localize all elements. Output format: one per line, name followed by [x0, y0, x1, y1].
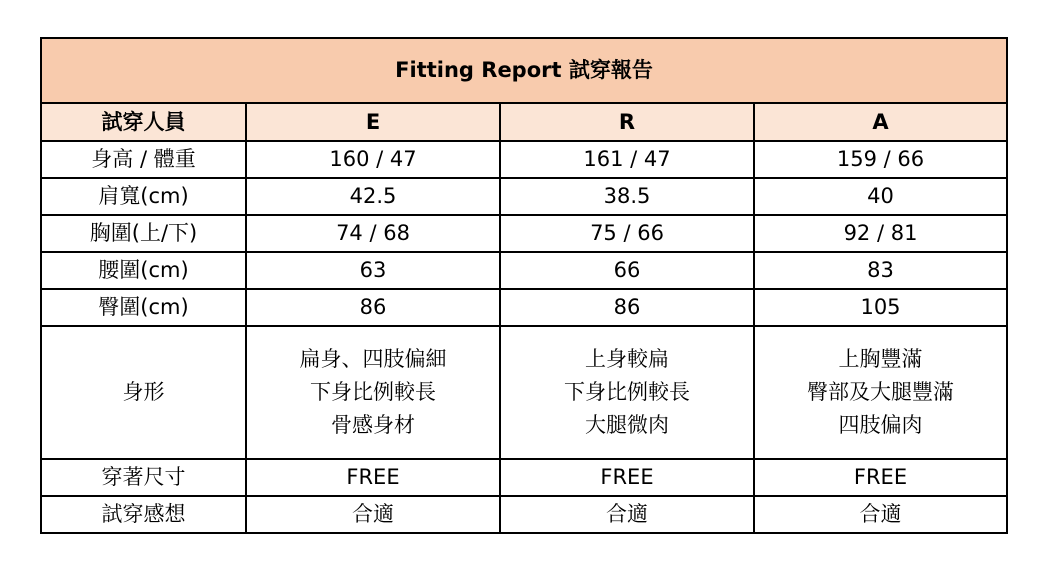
- table-cell: 合適: [500, 496, 754, 533]
- size-row: [41, 459, 1007, 496]
- table-cell: 75 / 66: [500, 215, 754, 252]
- row-label: 試穿感想: [41, 496, 246, 533]
- table-cell: FREE: [754, 459, 1007, 496]
- hip-row: [41, 289, 1007, 326]
- table-cell: 159 / 66: [754, 141, 1007, 178]
- table-cell: FREE: [246, 459, 500, 496]
- table-cell: 83: [754, 252, 1007, 289]
- row-label: 臀圍(cm): [41, 289, 246, 326]
- table-cell: 86: [246, 289, 500, 326]
- body-shape-line: 下身比例較長: [310, 380, 436, 404]
- height-weight-row: [41, 141, 1007, 178]
- body-shape-line: 骨感身材: [331, 413, 415, 437]
- body-shape-line: 臀部及大腿豐滿: [807, 380, 954, 404]
- waist-row: [41, 252, 1007, 289]
- table-cell: 40: [754, 178, 1007, 215]
- row-label: 穿著尺寸: [41, 459, 246, 496]
- bust-row: [41, 215, 1007, 252]
- title-row: [41, 38, 1007, 103]
- table-cell: 160 / 47: [246, 141, 500, 178]
- header-person-r: R: [500, 103, 754, 141]
- fitting-report-table: [40, 37, 1008, 534]
- feedback-row: [41, 496, 1007, 533]
- table-cell: 86: [500, 289, 754, 326]
- header-label: 試穿人員: [41, 103, 246, 141]
- row-label: 腰圍(cm): [41, 252, 246, 289]
- table-cell: 42.5: [246, 178, 500, 215]
- report-title: Fitting Report 試穿報告: [41, 38, 1007, 103]
- row-label: 胸圍(上/下): [41, 215, 246, 252]
- row-label: 身形: [41, 326, 246, 459]
- shoulder-width-row: [41, 178, 1007, 215]
- table-cell: 74 / 68: [246, 215, 500, 252]
- body-shape-line: 上身較扁: [585, 347, 669, 371]
- body-shape-line: 四肢偏肉: [838, 413, 923, 437]
- header-row: [41, 103, 1007, 141]
- body-shape-cell: [754, 326, 1007, 459]
- table-cell: 105: [754, 289, 1007, 326]
- table-cell: 合適: [246, 496, 500, 533]
- body-shape-cell: [246, 326, 500, 459]
- table-cell: 66: [500, 252, 754, 289]
- header-person-a: A: [754, 103, 1007, 141]
- body-shape-line: 大腿微肉: [585, 413, 669, 437]
- table-cell: 92 / 81: [754, 215, 1007, 252]
- body-shape-line: 下身比例較長: [564, 380, 690, 404]
- body-shape-row: [41, 326, 1007, 459]
- body-shape-line: 扁身、四肢偏細: [299, 347, 447, 371]
- table-cell: 38.5: [500, 178, 754, 215]
- row-label: 身高 / 體重: [41, 141, 246, 178]
- table-cell: 合適: [754, 496, 1007, 533]
- body-shape-line: 上胸豐滿: [838, 347, 923, 371]
- header-person-e: E: [246, 103, 500, 141]
- table-cell: 161 / 47: [500, 141, 754, 178]
- body-shape-cell: [500, 326, 754, 459]
- table-cell: FREE: [500, 459, 754, 496]
- table-cell: 63: [246, 252, 500, 289]
- row-label: 肩寬(cm): [41, 178, 246, 215]
